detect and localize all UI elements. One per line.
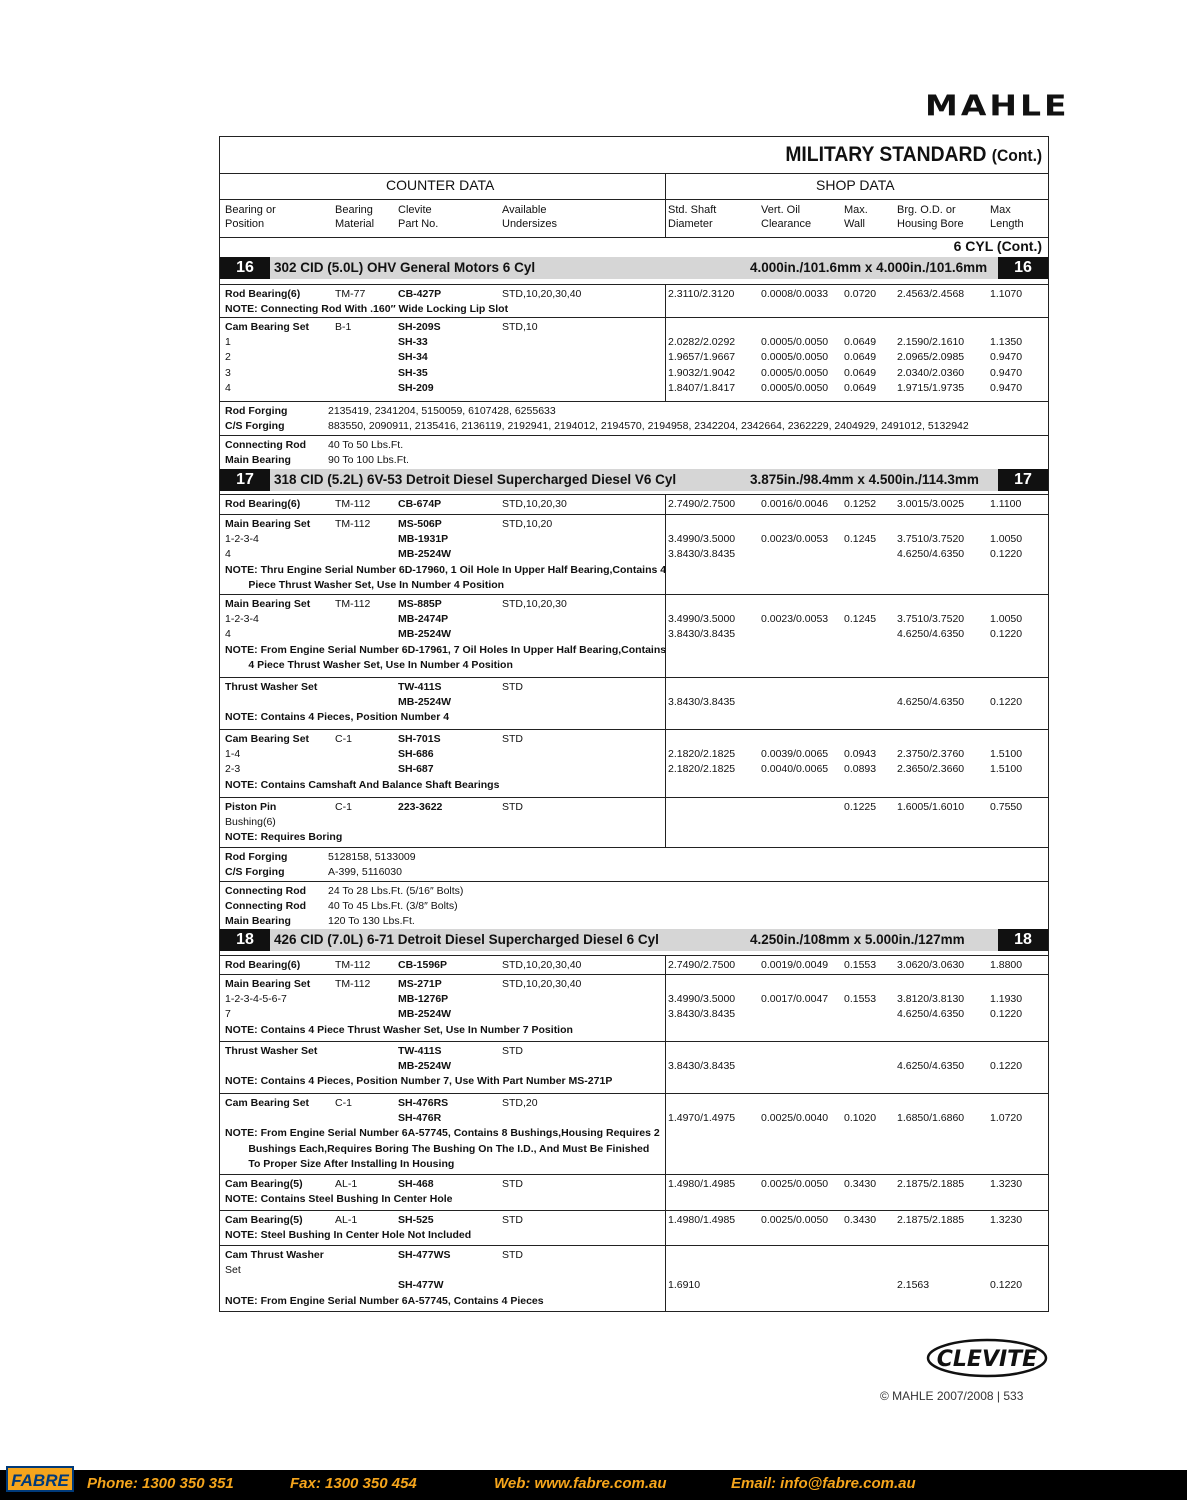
cell-col-1: Cam Bearing Set — [225, 733, 310, 745]
footer-phone: Phone: 1300 350 351 — [87, 1475, 234, 1492]
cell-col-1: Rod Bearing(6) — [225, 498, 301, 510]
cell-col-7: 0.3430 — [844, 1178, 877, 1190]
table-row — [220, 401, 1048, 436]
note-text: NOTE: From Engine Serial Number 6A-57745, Contains 8 Bushings,Housing Requires 2 — [225, 1127, 660, 1140]
note-text: NOTE: Connecting Rod With .160″ Wide Locking Lip Slot — [225, 303, 509, 316]
cell-col-7: 0.1553 — [844, 959, 877, 971]
spec-value: 24 To 28 Lbs.Ft. (5/16″ Bolts) — [328, 885, 464, 897]
table-row — [220, 1245, 1048, 1312]
cell-col-7: 0.0649 — [844, 351, 877, 364]
cell-col-7: 0.3430 — [844, 1214, 877, 1226]
table-row — [220, 974, 1048, 1042]
cell-col-8: 2.3650/2.3660 — [897, 763, 965, 776]
fabre-logo: FABRE — [6, 1466, 74, 1492]
note-text: NOTE: Contains 4 Piece Thrust Washer Set, Use In Number 7 Position — [225, 1023, 573, 1036]
table-row — [220, 1093, 1048, 1175]
cell-col-4: STD — [502, 681, 523, 693]
engine-number-right: 16 — [998, 257, 1048, 279]
cell-col-2: TM-112 — [335, 959, 371, 971]
cell-col-7: 0.1225 — [844, 801, 877, 813]
title-main: MILITARY STANDARD — [785, 143, 987, 166]
cell-col-3: SH-687 — [398, 763, 434, 776]
spec-label: Rod Forging — [225, 851, 288, 863]
cell-col-1: 7 — [225, 1008, 231, 1021]
spec-label: Connecting Rod — [225, 439, 307, 451]
cell-col-6: 0.0039/0.0065 — [761, 748, 829, 761]
cell-col-3: SH-468 — [398, 1178, 434, 1190]
cell-col-5: 1.4970/1.4975 — [668, 1112, 736, 1125]
column-header-1 — [225, 203, 276, 231]
cell-col-6: 0.0023/0.0053 — [761, 533, 829, 546]
table-row — [220, 494, 1048, 515]
engine-bore-stroke: 4.000in./101.6mm x 4.000in./101.6mm — [750, 260, 988, 275]
cell-col-5: 3.4990/3.5000 — [668, 993, 736, 1006]
cell-col-9: 0.9470 — [990, 381, 1023, 394]
cell-col-1: Cam Thrust Washer — [225, 1249, 324, 1261]
cell-col-4: STD — [502, 733, 523, 745]
cell-col-1: 1-2-3-4-5-6-7 — [225, 993, 287, 1006]
note-text: Piece Thrust Washer Set, Use In Number 4 Position — [225, 578, 505, 591]
cell-col-3: MB-2524W — [398, 548, 452, 561]
cell-col-2: TM-77 — [335, 288, 366, 300]
cell-col-3: MB-1931P — [398, 533, 449, 546]
cell-position: Set — [225, 1264, 241, 1277]
cell-col-1: 1-4 — [225, 748, 241, 761]
note-text: To Proper Size After Installing In Housing — [225, 1157, 455, 1170]
cell-col-7: 0.0649 — [844, 336, 877, 349]
cell-col-1: Main Bearing Set — [225, 518, 311, 530]
cell-col-7: 0.0943 — [844, 748, 877, 761]
cell-col-8: 2.1875/2.1885 — [897, 1214, 965, 1226]
note-text: Bushings Each,Requires Boring The Bushing On The I.D., And Must Be Finished — [225, 1142, 650, 1155]
column-header-line: Material — [335, 218, 375, 230]
cell-col-8: 2.0340/2.0360 — [897, 366, 965, 379]
cell-col-7: 0.1252 — [844, 498, 877, 510]
cell-col-5: 3.4990/3.5000 — [668, 613, 736, 626]
cell-col-5: 2.1820/2.1825 — [668, 763, 736, 776]
cell-col-7: 0.0649 — [844, 381, 877, 394]
engine-name: 318 CID (5.2L) 6V-53 Detroit Diesel Supercharged Diesel V6 Cyl — [274, 472, 677, 487]
cell-col-9: 0.1220 — [990, 696, 1023, 709]
spec-value: A-399, 5116030 — [328, 866, 402, 879]
cell-col-4: STD — [502, 801, 523, 813]
cell-col-3: SH-701S — [398, 733, 441, 745]
cell-col-2: TM-112 — [335, 498, 371, 510]
spec-label: C/S Forging — [225, 420, 285, 433]
cell-col-3: SH-686 — [398, 748, 434, 761]
cell-col-3: MS-271P — [398, 978, 442, 990]
cell-col-5: 3.8430/3.8435 — [668, 628, 736, 641]
cell-col-6: 0.0008/0.0033 — [761, 288, 829, 300]
cell-col-8: 4.6250/4.6350 — [897, 628, 965, 641]
table-row — [220, 677, 1048, 730]
cell-col-5: 3.8430/3.8435 — [668, 548, 736, 561]
cell-col-4: STD,10,20,30 — [502, 498, 567, 510]
note-text: NOTE: Contains 4 Pieces, Position Number 4 — [225, 711, 450, 724]
engine-name: 302 CID (5.0L) OHV General Motors 6 Cyl — [274, 260, 536, 275]
mahle-logo: MAHLE — [925, 88, 1070, 123]
table-row — [220, 797, 1048, 848]
column-header-line: Bearing — [335, 204, 373, 216]
cell-col-7: 0.0720 — [844, 288, 877, 300]
cell-col-5: 3.8430/3.8435 — [668, 696, 736, 709]
cell-col-5: 1.6910 — [668, 1279, 701, 1292]
clevite-logo — [926, 1338, 1048, 1378]
cell-col-1: 4 — [225, 628, 231, 641]
cell-col-4: STD,10 — [502, 321, 538, 333]
cell-col-8: 4.6250/4.6350 — [897, 548, 965, 561]
column-headers — [220, 199, 1048, 238]
cell-col-4: STD,10,20,30 — [502, 598, 567, 610]
cell-col-2: B-1 — [335, 321, 352, 333]
cell-col-1: Rod Bearing(6) — [225, 288, 301, 300]
spec-value: 120 To 130 Lbs.Ft. — [328, 915, 415, 928]
cell-col-9: 1.0050 — [990, 533, 1023, 546]
engine-number-left: 17 — [220, 469, 270, 491]
cell-col-3: SH-34 — [398, 351, 428, 364]
cell-col-9: 1.5100 — [990, 748, 1023, 761]
cell-col-5: 3.4990/3.5000 — [668, 533, 736, 546]
cell-col-5: 1.4980/1.4985 — [668, 1178, 736, 1190]
cell-col-8: 4.6250/4.6350 — [897, 696, 965, 709]
column-header-6 — [761, 203, 811, 231]
table-row — [220, 729, 1048, 798]
column-header-8 — [897, 203, 964, 231]
cell-col-3: MB-2524W — [398, 628, 452, 641]
cell-col-8: 3.7510/3.7520 — [897, 613, 965, 626]
engine-header — [220, 929, 1048, 951]
cell-col-7: 0.0893 — [844, 763, 877, 776]
column-header-line: Wall — [844, 218, 865, 230]
cell-col-5: 3.8430/3.8435 — [668, 1060, 736, 1073]
cell-col-6: 0.0040/0.0065 — [761, 763, 829, 776]
cell-col-3: SH-476RS — [398, 1097, 449, 1109]
cell-col-9: 1.8800 — [990, 959, 1023, 971]
engine-header — [220, 469, 1048, 491]
footer-bar — [0, 1470, 1187, 1500]
cell-col-4: STD,10,20,30,40 — [502, 978, 582, 990]
cell-col-9: 0.1220 — [990, 548, 1023, 561]
cell-col-3: MB-1276P — [398, 993, 449, 1006]
spec-label: Connecting Rod — [225, 900, 307, 913]
cell-col-3: 223-3622 — [398, 801, 443, 813]
cell-col-5: 1.9657/1.9667 — [668, 351, 736, 364]
cell-col-9: 0.1220 — [990, 1279, 1023, 1292]
cell-col-8: 3.7510/3.7520 — [897, 533, 965, 546]
engine-bore-stroke: 3.875in./98.4mm x 4.500in./114.3mm — [750, 472, 979, 487]
engine-number-right: 18 — [998, 929, 1048, 951]
cell-col-6: 0.0025/0.0050 — [761, 1178, 829, 1190]
cell-col-8: 1.9715/1.9735 — [897, 381, 965, 394]
cell-col-8: 2.1875/2.1885 — [897, 1178, 965, 1190]
cell-col-9: 0.7550 — [990, 801, 1023, 813]
cell-col-1: Cam Bearing Set — [225, 321, 310, 333]
cell-col-9: 1.1100 — [990, 498, 1022, 510]
cell-col-3: MS-506P — [398, 518, 442, 530]
table-row — [220, 435, 1048, 470]
cell-col-9: 1.1350 — [990, 336, 1023, 349]
column-header-4 — [502, 203, 557, 231]
copyright: © MAHLE 2007/2008 | 533 — [880, 1389, 1024, 1403]
data-table — [219, 136, 1049, 1312]
cell-col-2: TM-112 — [335, 598, 371, 610]
spec-value: 883550, 2090911, 2135416, 2136119, 2192941, 2194012, 2194570, 2194958, 2342204, 2342664, 2362229, 2404929, 2491012, 5132942 — [328, 420, 969, 433]
cell-col-1: 2 — [225, 351, 231, 364]
note-text: NOTE: Steel Bushing In Center Hole Not Included — [225, 1229, 472, 1242]
cell-col-5: 1.4980/1.4985 — [668, 1214, 736, 1226]
cell-col-8: 3.0620/3.0630 — [897, 959, 965, 971]
column-header-7 — [844, 203, 868, 231]
cell-col-2: C-1 — [335, 733, 352, 745]
column-header-line: Position — [225, 218, 265, 230]
spec-label: C/S Forging — [225, 866, 285, 879]
cell-col-8: 4.6250/4.6350 — [897, 1060, 965, 1073]
spec-label: Connecting Rod — [225, 885, 307, 897]
note-text: NOTE: Contains Steel Bushing In Center Hole — [225, 1193, 453, 1206]
cell-col-4: STD — [502, 1214, 523, 1226]
column-header-line: Bearing or — [225, 204, 276, 216]
cell-col-9: 1.1070 — [990, 288, 1023, 300]
cell-col-3: TW-411S — [398, 1045, 442, 1057]
engine-header — [220, 257, 1048, 279]
engine-number-left: 18 — [220, 929, 270, 951]
cell-col-8: 2.4563/2.4568 — [897, 288, 965, 300]
column-header-line: Max — [990, 204, 1011, 216]
cell-col-8: 2.1590/2.1610 — [897, 336, 965, 349]
cell-col-1: Cam Bearing Set — [225, 1097, 310, 1109]
cell-col-8: 3.0015/3.0025 — [897, 498, 965, 510]
note-text: NOTE: Thru Engine Serial Number 6D-17960, 1 Oil Hole In Upper Half Bearing,Contains 4 — [225, 563, 667, 576]
cell-col-3: SH-33 — [398, 336, 428, 349]
counter-data-label: COUNTER DATA — [386, 177, 495, 193]
cell-col-3: SH-35 — [398, 366, 428, 379]
cell-col-1: Thrust Washer Set — [225, 681, 318, 693]
cell-col-1: Thrust Washer Set — [225, 1045, 318, 1057]
column-header-line: Available — [502, 204, 547, 216]
column-header-2 — [335, 203, 374, 231]
cell-col-1: 1 — [225, 336, 231, 349]
cell-col-6: 0.0019/0.0049 — [761, 959, 829, 971]
cell-col-4: STD,10,20,30,40 — [502, 288, 582, 300]
cell-col-9: 0.1220 — [990, 1060, 1023, 1073]
cell-col-5: 2.3110/2.3120 — [668, 288, 735, 300]
column-header-line: Housing Bore — [897, 218, 964, 230]
engine-number-left: 16 — [220, 257, 270, 279]
cell-col-8: 1.6850/1.6860 — [897, 1112, 965, 1125]
cell-col-3: MS-885P — [398, 598, 442, 610]
cell-col-3: MB-2474P — [398, 613, 449, 626]
engine-number-right: 17 — [998, 469, 1048, 491]
cell-col-5: 3.8430/3.8435 — [668, 1008, 736, 1021]
cell-col-1: 4 — [225, 548, 231, 561]
engine-name: 426 CID (7.0L) 6-71 Detroit Diesel Supercharged Diesel 6 Cyl — [274, 932, 659, 947]
footer-web[interactable]: Web: www.fabre.com.au — [494, 1475, 667, 1492]
cell-col-9: 0.1220 — [990, 628, 1023, 641]
cell-col-1: Cam Bearing(5) — [225, 1214, 303, 1226]
column-header-line: Clearance — [761, 218, 812, 230]
column-header-line: Part No. — [398, 218, 439, 230]
cell-col-5: 2.0282/2.0292 — [668, 336, 736, 349]
shop-data-label: SHOP DATA — [816, 177, 895, 193]
cell-col-2: AL-1 — [335, 1178, 358, 1190]
engine-bore-stroke: 4.250in./108mm x 5.000in./127mm — [750, 932, 965, 947]
cell-col-3: SH-477W — [398, 1279, 444, 1292]
table-row — [220, 955, 1048, 975]
spec-value: 5128158, 5133009 — [328, 851, 416, 863]
spec-value: 40 To 45 Lbs.Ft. (3/8″ Bolts) — [328, 900, 458, 913]
cell-col-8: 2.3750/2.3760 — [897, 748, 965, 761]
note-text: NOTE: Contains Camshaft And Balance Shaft Bearings — [225, 778, 500, 791]
cell-col-3: SH-477WS — [398, 1249, 451, 1261]
cell-col-1: Main Bearing Set — [225, 978, 311, 990]
cell-col-6: 0.0005/0.0050 — [761, 381, 829, 394]
cell-position: Bushing(6) — [225, 816, 276, 829]
cell-col-7: 0.1020 — [844, 1112, 877, 1125]
cell-col-3: MB-2524W — [398, 1008, 452, 1021]
section-header — [220, 173, 1048, 200]
cell-col-1: Piston Pin — [225, 801, 277, 813]
cell-col-3: MB-2524W — [398, 696, 452, 709]
spec-label: Main Bearing — [225, 454, 291, 467]
cell-col-1: Rod Bearing(6) — [225, 959, 301, 971]
cell-col-1: 4 — [225, 381, 231, 394]
cell-col-3: CB-1596P — [398, 959, 448, 971]
cell-col-1: 1-2-3-4 — [225, 533, 259, 546]
cyl-cont-label: 6 CYL (Cont.) — [953, 238, 1042, 254]
table-row — [220, 881, 1048, 930]
cell-col-6: 0.0005/0.0050 — [761, 336, 829, 349]
cell-col-1: 3 — [225, 366, 231, 379]
column-header-3 — [398, 203, 438, 231]
cell-col-1: 2-3 — [225, 763, 241, 776]
cell-col-4: STD — [502, 1045, 523, 1057]
column-header-9 — [990, 203, 1024, 231]
cell-col-9: 0.9470 — [990, 366, 1023, 379]
cell-col-3: SH-209S — [398, 321, 441, 333]
cell-col-4: STD,10,20 — [502, 518, 553, 530]
table-row — [220, 1041, 1048, 1094]
spec-label: Main Bearing — [225, 915, 291, 928]
clevite-text: CLEVITE — [936, 1347, 1038, 1372]
cell-col-4: STD,10,20,30,40 — [502, 959, 582, 971]
column-header-line: Std. Shaft — [668, 204, 717, 216]
cell-col-6: 0.0016/0.0046 — [761, 498, 829, 510]
cell-col-3: SH-209 — [398, 381, 434, 394]
table-row — [220, 284, 1048, 318]
cell-col-5: 2.1820/2.1825 — [668, 748, 736, 761]
cell-col-5: 1.8407/1.8417 — [668, 381, 736, 394]
cell-col-8: 1.6005/1.6010 — [897, 801, 965, 813]
cell-col-3: CB-674P — [398, 498, 442, 510]
cell-col-3: TW-411S — [398, 681, 442, 693]
column-header-line: Undersizes — [502, 218, 558, 230]
cell-col-1: Main Bearing Set — [225, 598, 311, 610]
footer-fax: Fax: 1300 350 454 — [290, 1475, 417, 1492]
note-text: NOTE: Requires Boring — [225, 831, 343, 844]
table-row — [220, 594, 1048, 678]
cell-col-6: 0.0023/0.0053 — [761, 613, 829, 626]
table-row — [220, 1210, 1048, 1246]
cell-col-4: STD — [502, 1178, 523, 1190]
column-header-line: Brg. O.D. or — [897, 204, 956, 216]
cell-col-7: 0.1245 — [844, 533, 877, 546]
cell-col-3: CB-427P — [398, 288, 442, 300]
note-text: NOTE: From Engine Serial Number 6D-17961, 7 Oil Holes In Upper Half Bearing,Contains — [225, 643, 667, 656]
cell-col-6: 0.0025/0.0050 — [761, 1214, 829, 1226]
cell-col-8: 4.6250/4.6350 — [897, 1008, 965, 1021]
column-header-line: Diameter — [668, 218, 713, 230]
cell-col-9: 1.5100 — [990, 763, 1023, 776]
spec-value: 90 To 100 Lbs.Ft. — [328, 454, 409, 467]
cell-col-7: 0.1245 — [844, 613, 877, 626]
column-header-line: Length — [990, 218, 1024, 230]
cell-col-9: 1.0050 — [990, 613, 1023, 626]
spec-value: 2135419, 2341204, 5150059, 6107428, 6255633 — [328, 405, 556, 417]
cell-col-1: Cam Bearing(5) — [225, 1178, 303, 1190]
cell-col-2: C-1 — [335, 801, 352, 813]
column-header-line: Vert. Oil — [761, 204, 801, 216]
table-row — [220, 317, 1048, 402]
table-row — [220, 847, 1048, 882]
cell-col-5: 1.9032/1.9042 — [668, 366, 736, 379]
note-text: 4 Piece Thrust Washer Set, Use In Number 4 Position — [225, 658, 513, 671]
cell-col-5: 2.7490/2.7500 — [668, 959, 736, 971]
cell-col-9: 0.1220 — [990, 1008, 1023, 1021]
note-text: NOTE: Contains 4 Pieces, Position Number 7, Use With Part Number MS-271P — [225, 1075, 613, 1088]
cell-col-2: C-1 — [335, 1097, 352, 1109]
cell-col-7: 0.0649 — [844, 366, 877, 379]
cell-col-7: 0.1553 — [844, 993, 877, 1006]
cell-col-9: 0.9470 — [990, 351, 1023, 364]
cell-col-3: SH-525 — [398, 1214, 434, 1226]
cell-col-3: MB-2524W — [398, 1060, 452, 1073]
cell-col-5: 2.7490/2.7500 — [668, 498, 736, 510]
cell-col-8: 2.1563 — [897, 1279, 930, 1292]
cell-col-9: 1.1930 — [990, 993, 1023, 1006]
column-header-line: Clevite — [398, 204, 432, 216]
cell-col-6: 0.0017/0.0047 — [761, 993, 829, 1006]
cell-col-4: STD — [502, 1249, 523, 1261]
spec-value: 40 To 50 Lbs.Ft. — [328, 439, 404, 451]
cell-col-6: 0.0005/0.0050 — [761, 351, 829, 364]
table-row — [220, 1174, 1048, 1211]
cell-col-9: 1.0720 — [990, 1112, 1023, 1125]
cell-col-6: 0.0005/0.0050 — [761, 366, 829, 379]
cell-col-8: 2.0965/2.0985 — [897, 351, 965, 364]
column-header-line: Max. — [844, 204, 868, 216]
title-suffix: (Cont.) — [991, 146, 1042, 165]
cell-col-3: SH-476R — [398, 1112, 442, 1125]
note-text: NOTE: From Engine Serial Number 6A-57745, Contains 4 Pieces — [225, 1294, 544, 1307]
column-header-5 — [668, 203, 716, 231]
cell-col-1: 1-2-3-4 — [225, 613, 259, 626]
cell-col-8: 3.8120/3.8130 — [897, 993, 965, 1006]
cell-col-2: AL-1 — [335, 1214, 358, 1226]
cell-col-9: 1.3230 — [990, 1178, 1023, 1190]
table-row — [220, 514, 1048, 595]
cell-col-2: TM-112 — [335, 518, 371, 530]
page-title — [220, 137, 1048, 174]
cell-col-4: STD,20 — [502, 1097, 538, 1109]
cell-col-2: TM-112 — [335, 978, 371, 990]
spec-label: Rod Forging — [225, 405, 288, 417]
cell-col-9: 1.3230 — [990, 1214, 1023, 1226]
cell-col-6: 0.0025/0.0040 — [761, 1112, 829, 1125]
footer-email[interactable]: Email: info@fabre.com.au — [731, 1475, 916, 1492]
